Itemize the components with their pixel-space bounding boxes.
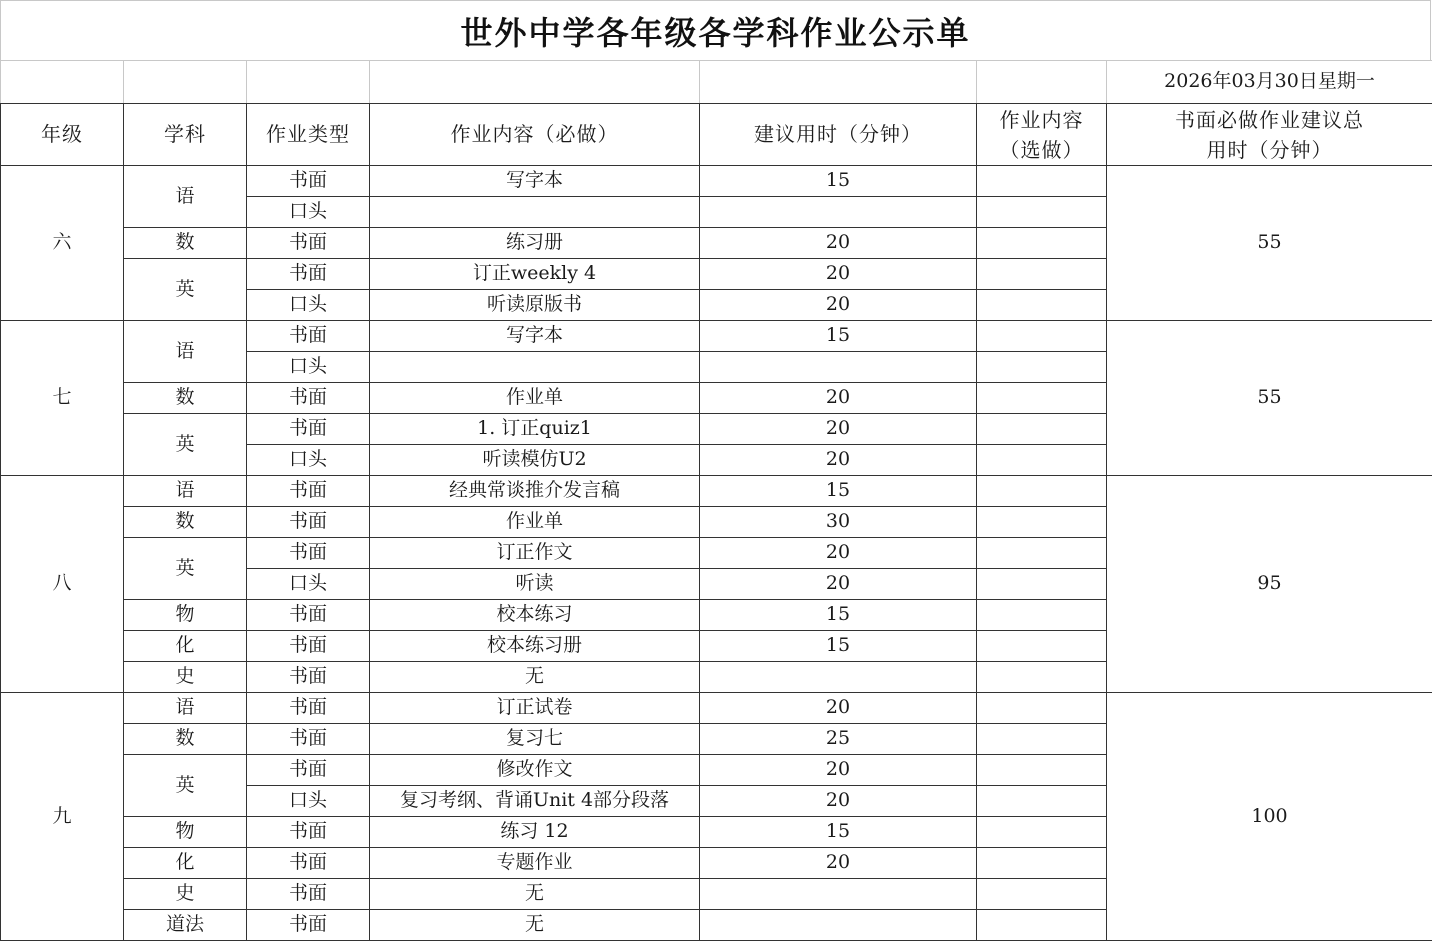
type-cell: 书面 [247,476,370,507]
time-cell: 20 [700,755,977,786]
header-subject: 学科 [124,104,247,166]
content-cell: 1. 订正quiz1 [370,414,700,445]
subject-cell: 英 [124,538,247,600]
optional-cell [977,166,1107,197]
time-cell [700,662,977,693]
optional-cell [977,879,1107,910]
header-type: 作业类型 [247,104,370,166]
time-cell: 15 [700,166,977,197]
time-cell: 30 [700,507,977,538]
optional-cell [977,197,1107,228]
subject-cell: 数 [124,507,247,538]
time-cell: 15 [700,321,977,352]
header-total [1107,104,1432,166]
content-cell: 写字本 [370,166,700,197]
page-title: 世外中学各年级各学科作业公示单 [460,13,971,52]
type-cell: 书面 [247,600,370,631]
time-cell: 20 [700,569,977,600]
optional-cell [977,662,1107,693]
time-cell [700,352,977,383]
date-row [1,61,1432,104]
content-cell [370,352,700,383]
header-time: 建议用时（分钟） [700,104,977,166]
content-cell: 校本练习 [370,600,700,631]
time-cell [700,879,977,910]
header-optional [977,104,1107,166]
time-cell: 20 [700,414,977,445]
table-row [1,476,1432,507]
title-bar [0,0,1431,60]
total-time-cell: 55 [1107,321,1432,476]
time-cell: 15 [700,631,977,662]
optional-cell [977,755,1107,786]
empty-cell [977,61,1107,104]
type-cell: 书面 [247,693,370,724]
type-cell: 口头 [247,352,370,383]
subject-cell: 语 [124,321,247,383]
optional-cell [977,445,1107,476]
content-cell: 修改作文 [370,755,700,786]
type-cell: 书面 [247,166,370,197]
date-label: 2026年03月30日星期一 [1107,61,1432,104]
type-cell: 书面 [247,879,370,910]
content-cell: 听读原版书 [370,290,700,321]
optional-cell [977,476,1107,507]
subject-cell: 数 [124,228,247,259]
content-cell: 无 [370,879,700,910]
content-cell: 无 [370,662,700,693]
optional-cell [977,352,1107,383]
type-cell: 书面 [247,321,370,352]
subject-cell: 化 [124,631,247,662]
optional-cell [977,507,1107,538]
grade-cell: 七 [1,321,124,476]
subject-cell: 英 [124,414,247,476]
optional-cell [977,600,1107,631]
type-cell: 口头 [247,290,370,321]
type-cell: 口头 [247,569,370,600]
content-cell [370,197,700,228]
content-cell: 订正试卷 [370,693,700,724]
type-cell: 书面 [247,755,370,786]
empty-cell [700,61,977,104]
time-cell: 20 [700,228,977,259]
time-cell: 25 [700,724,977,755]
subject-cell: 语 [124,166,247,228]
content-cell: 订正weekly 4 [370,259,700,290]
empty-cell [1,61,124,104]
subject-cell: 语 [124,693,247,724]
type-cell: 口头 [247,445,370,476]
header-grade: 年级 [1,104,124,166]
time-cell: 20 [700,786,977,817]
empty-cell [247,61,370,104]
time-cell [700,197,977,228]
optional-cell [977,290,1107,321]
content-cell: 听读 [370,569,700,600]
content-cell: 无 [370,910,700,941]
content-cell: 专题作业 [370,848,700,879]
subject-cell: 英 [124,259,247,321]
time-cell: 20 [700,290,977,321]
optional-cell [977,259,1107,290]
empty-cell [370,61,700,104]
subject-cell: 史 [124,879,247,910]
grade-cell: 六 [1,166,124,321]
type-cell: 书面 [247,817,370,848]
type-cell: 书面 [247,538,370,569]
table-row [1,693,1432,724]
total-time-cell: 100 [1107,693,1432,941]
type-cell: 口头 [247,197,370,228]
subject-cell: 数 [124,724,247,755]
header-content: 作业内容（必做） [370,104,700,166]
content-cell: 校本练习册 [370,631,700,662]
content-cell: 听读模仿U2 [370,445,700,476]
content-cell: 写字本 [370,321,700,352]
subject-cell: 史 [124,662,247,693]
content-cell: 经典常谈推介发言稿 [370,476,700,507]
content-cell: 复习七 [370,724,700,755]
subject-cell: 化 [124,848,247,879]
header-total-text: 书面必做作业建议总用时（分钟） [1175,107,1364,162]
total-time-cell: 95 [1107,476,1432,693]
header-row [1,104,1432,166]
content-cell: 练习 12 [370,817,700,848]
time-cell: 20 [700,848,977,879]
empty-cell [124,61,247,104]
header-optional-text: 作业内容（选做） [999,107,1084,162]
optional-cell [977,538,1107,569]
optional-cell [977,569,1107,600]
time-cell: 15 [700,476,977,507]
table-row [1,321,1432,352]
grade-cell: 八 [1,476,124,693]
time-cell: 20 [700,693,977,724]
content-cell: 作业单 [370,507,700,538]
table-row [1,166,1432,197]
type-cell: 书面 [247,228,370,259]
time-cell: 15 [700,817,977,848]
total-time-cell: 55 [1107,166,1432,321]
time-cell: 20 [700,538,977,569]
subject-cell: 数 [124,383,247,414]
homework-table [0,60,1432,941]
type-cell: 书面 [247,631,370,662]
optional-cell [977,631,1107,662]
optional-cell [977,321,1107,352]
optional-cell [977,848,1107,879]
type-cell: 书面 [247,259,370,290]
time-cell: 20 [700,383,977,414]
type-cell: 书面 [247,383,370,414]
optional-cell [977,817,1107,848]
optional-cell [977,383,1107,414]
type-cell: 口头 [247,786,370,817]
content-cell: 复习考纲、背诵Unit 4部分段落 [370,786,700,817]
type-cell: 书面 [247,910,370,941]
grade-cell: 九 [1,693,124,941]
time-cell: 20 [700,259,977,290]
subject-cell: 语 [124,476,247,507]
time-cell: 20 [700,445,977,476]
type-cell: 书面 [247,507,370,538]
optional-cell [977,693,1107,724]
subject-cell: 道法 [124,910,247,941]
subject-cell: 英 [124,755,247,817]
time-cell: 15 [700,600,977,631]
optional-cell [977,414,1107,445]
optional-cell [977,910,1107,941]
type-cell: 书面 [247,848,370,879]
content-cell: 练习册 [370,228,700,259]
type-cell: 书面 [247,724,370,755]
type-cell: 书面 [247,414,370,445]
content-cell: 订正作文 [370,538,700,569]
type-cell: 书面 [247,662,370,693]
optional-cell [977,786,1107,817]
content-cell: 作业单 [370,383,700,414]
subject-cell: 物 [124,600,247,631]
optional-cell [977,724,1107,755]
subject-cell: 物 [124,817,247,848]
optional-cell [977,228,1107,259]
time-cell [700,910,977,941]
